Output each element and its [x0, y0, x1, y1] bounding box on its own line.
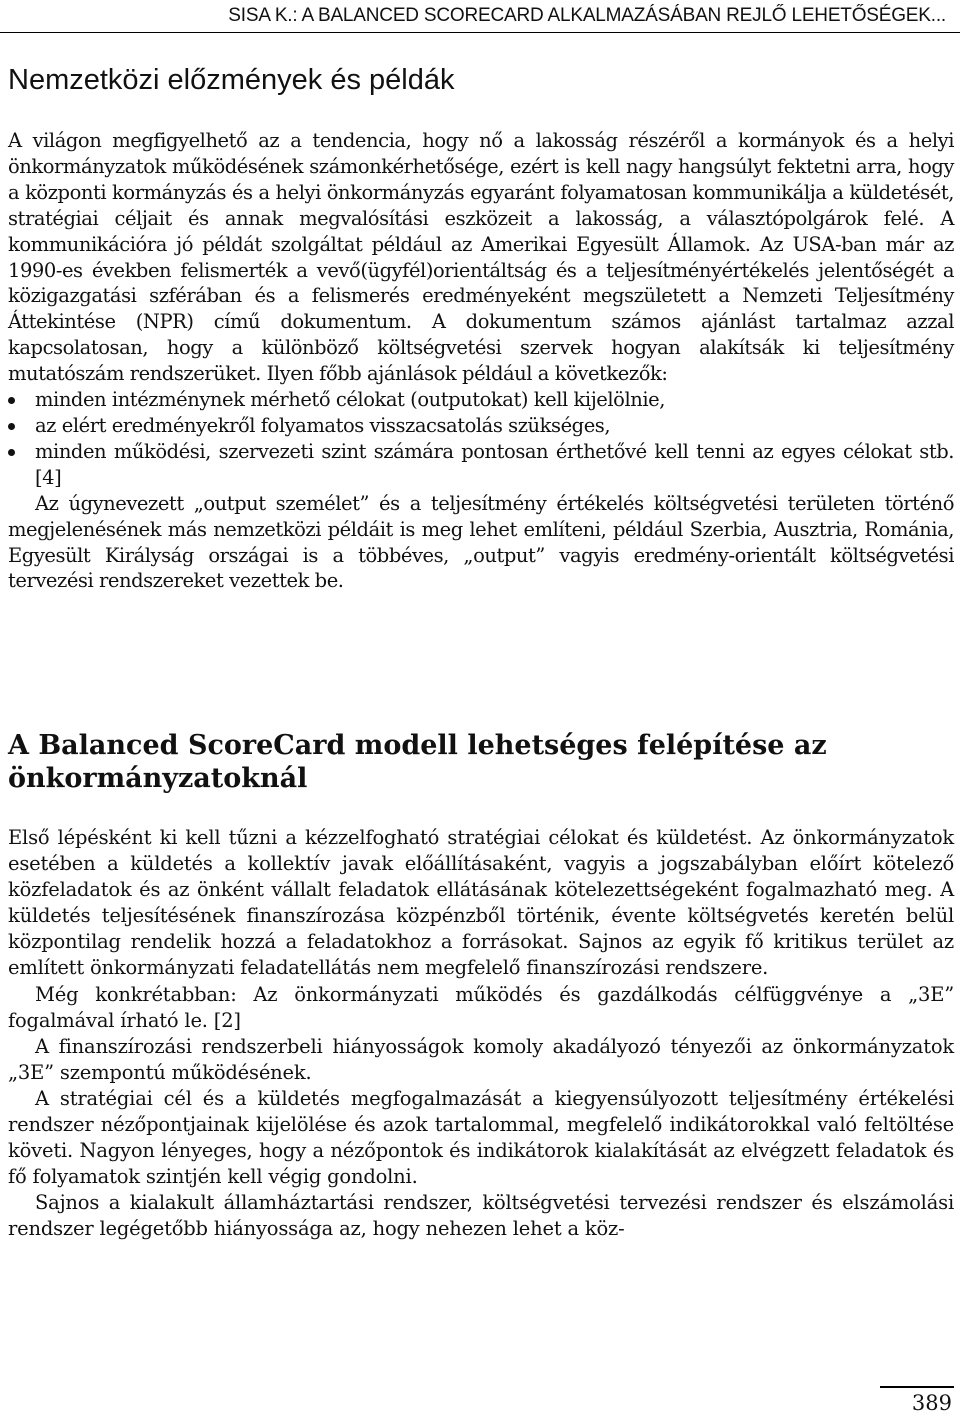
section-body	[8, 128, 954, 594]
paragraph: A stratégiai cél és a küldetés megfogalmazását a kiegyensúlyozott teljesítmény értékelési rendszer nézőpontjainak kijelölése és azok tartalommal, megfelelő indikátorokkal való feltöltése követi. Nagyon lényeges, hogy a nézőpontok és indikátorok kialakítását az elvégzett feladatok és fő folyamatok szintjén kell végig gondolni.	[8, 1086, 954, 1189]
paragraph: Sajnos a kialakult államháztartási rendszer, költségvetési tervezési rendszer és elszámolási rendszer legégetőbb hiányossága az, hogy nehezen lehet a köz-	[8, 1191, 954, 1241]
recommendation-list	[8, 387, 954, 491]
running-header: SISA K.: A BALANCED SCORECARD ALKALMAZÁSÁBAN REJLŐ LEHETŐSÉGEK...	[0, 2, 960, 33]
list-item	[8, 413, 954, 439]
closing-paragraph: Az úgynevezett „output személet” és a teljesítmény értékelés költségvetési területen történő megjelenésének más nemzetközi példáit is meg lehet említeni, például Szerbia, Ausztria, Románia, Egyesült Királyság országai is a többéves, „output” vagyis eredmény-orientált költségvetési tervezési rendszereket vezettek be.	[8, 491, 954, 593]
bullet-icon	[8, 423, 15, 430]
page-number: 389	[911, 1391, 952, 1415]
list-item-text: az elért eredményekről folyamatos visszacsatolás szükséges,	[35, 413, 611, 437]
subsection-heading: A Balanced ScoreCard modell lehetséges felépítése az önkormányzatoknál	[8, 730, 827, 794]
bullet-icon	[8, 397, 15, 404]
list-item-text: minden intézménynek mérhető célokat (outputokat) kell kijelölnie,	[35, 388, 665, 412]
paragraph: Első lépésként ki kell tűzni a kézzelfogható stratégiai célokat és küldetést. Az önkormányzatok esetében a küldetés a kollektív javak előállításaként, vagyis a jogszabályban előírt kötelező közfeladatok és az önként vállalt feladatok ellátásának kötelezettségeként fogalmazható meg. A küldetés teljesítésének finanszírozása közpénzből történik, évente költségvetés keretén belül központilag rendelik hozzá a feladatokhoz a forrásokat. Sajnos az egyik fő kritikus terület az említett önkormányzati feladatellátás nem megfelelő finanszírozási rendszere.	[8, 826, 954, 980]
footer-rule	[880, 1386, 954, 1388]
intro-paragraph: A világon megfigyelhető az a tendencia, hogy nő a lakosság részéről a kormányok és a helyi önkormányzatok működésének számonkérhetősége, ezért is kell nagy hangsúlyt fektetni arra, hogy a központi kormányzás és a helyi önkormányzás egyaránt folyamatosan kommunikálja a küldetését, stratégiai céljait és annak megvalósítási eszközeit a lakosság, a választópolgárok felé. A kommunikációra jó példát szolgáltat például az Amerikai Egyesült Államok. Az USA-ban már az 1990-es években felismerték a vevő(ügyfél)orientáltság és a teljesítményértékelés jelentőségét a közigazgatási szférában és a felismerés eredményeként megszületett a Nemzeti Teljesítmény Áttekintése (NPR) című dokumentum. A dokumentum számos ajánlást tartalmaz azzal kapcsolatosan, hogy a különböző költségvetési szervek hogyan alakítsák ki teljesítmény mutatószám rendszerüket. Ilyen főbb ajánlások például a következők:	[8, 129, 954, 386]
list-item	[8, 387, 954, 413]
list-item	[8, 439, 954, 491]
paragraph: A finanszírozási rendszerbeli hiányosságok komoly akadályozó tényezői az önkormányzatok „3E” szempontú működésének.	[8, 1034, 954, 1084]
section-title: Nemzetközi előzmények és példák	[8, 64, 455, 96]
subsection-body	[8, 825, 954, 1243]
bullet-icon	[8, 449, 15, 456]
list-item-text: minden működési, szervezeti szint számára pontosan érthetővé kell tenni az egyes célokat stb. [4]	[35, 439, 954, 489]
paragraph: Még konkrétabban: Az önkormányzati működés és gazdálkodás célfüggvénye a „3E” fogalmával írható le. [2]	[8, 982, 954, 1032]
